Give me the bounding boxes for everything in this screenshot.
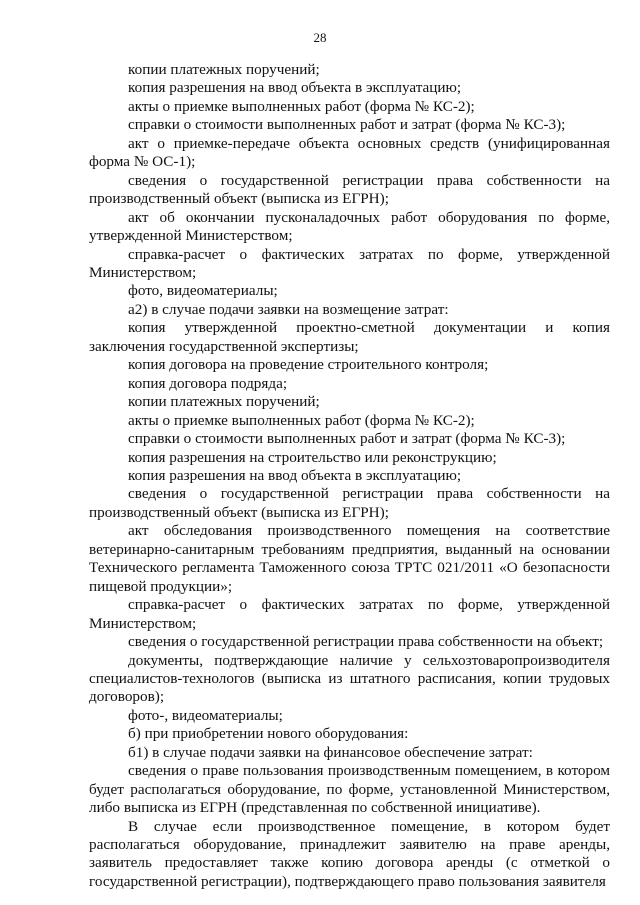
paragraph: копия разрешения на ввод объекта в эксплуатацию; [128, 79, 462, 97]
paragraph: фото, видеоматериалы; [128, 282, 278, 300]
paragraph: копии платежных поручений; [128, 393, 320, 411]
paragraph: сведения о государственной регистрации права собственности на объект; [128, 633, 604, 651]
paragraph: акт о приемке-передаче объекта основных средств (унифицированная форма № ОС-1); [89, 134, 610, 171]
paragraph: копия договора на проведение строительного контроля; [128, 356, 489, 374]
paragraph: сведения о государственной регистрации права собственности на производственный объект (выписка из ЕГРН); [89, 171, 610, 208]
paragraph: а2) в случае подачи заявки на возмещение затрат: [128, 300, 449, 318]
paragraph: акт об окончании пусконаладочных работ оборудования по форме, утвержденной Министерством; [89, 208, 610, 245]
paragraph: сведения о государственной регистрации права собственности на производственный объект (выписка из ЕГРН); [89, 485, 610, 521]
paragraph: сведения о праве пользования производственным помещением, в котором будет располагаться оборудование, по форме, установленной Министерством, либо выписка из ЕГРН (представленная по собственной инициативе). [89, 762, 610, 817]
paragraph: В случае если производственное помещение, в котором будет располагаться оборудование, принадлежит заявителю на праве аренды, заявитель предоставляет также копию договора аренды (с отметкой о государственной регистрации), подтверждающего право пользования заявителя [89, 817, 610, 890]
paragraph: документы, подтверждающие наличие у сельхозтоваропроизводителя специалистов-технологов (выписка из штатного расписания, копии трудовых договоров); [89, 651, 610, 706]
paragraph: справки о стоимости выполненных работ и затрат (форма № КС-3); [128, 430, 566, 448]
paragraph: копии платежных поручений; [128, 61, 320, 78]
page-number: 28 [313, 30, 327, 45]
paragraph: фото-, видеоматериалы; [128, 706, 283, 724]
paragraph: б) при приобретении нового оборудования: [128, 725, 409, 743]
paragraph: справка-расчет о фактических затратах по форме, утвержденной Министерством; [89, 596, 610, 632]
paragraph: б1) в случае подачи заявки на финансовое обеспечение затрат: [128, 743, 533, 761]
paragraph: копия утвержденной проектно-сметной документации и копия заключения государственной экспертизы; [89, 319, 610, 355]
paragraph: копия договора подряда; [128, 374, 288, 392]
paragraph: копия разрешения на строительство или реконструкцию; [128, 448, 497, 466]
paragraph: справка-расчет о фактических затратах по форме, утвержденной Министерством; [89, 245, 610, 281]
paragraph: копия разрешения на ввод объекта в эксплуатацию; [128, 466, 462, 484]
document-body [89, 61, 610, 891]
paragraph: справки о стоимости выполненных работ и затрат (форма № КС-3); [128, 116, 566, 134]
paragraph: акт обследования производственного помещения на соответствие ветеринарно-санитарным требованиям предприятия, выданный на основании Технического регламента Таможенного союза ТРТС 021/2011 «О безопасности пищевой продукции»; [89, 522, 610, 595]
paragraph: акты о приемке выполненных работ (форма № КС-2); [128, 97, 475, 115]
paragraph: акты о приемке выполненных работ (форма № КС-2); [128, 411, 475, 429]
